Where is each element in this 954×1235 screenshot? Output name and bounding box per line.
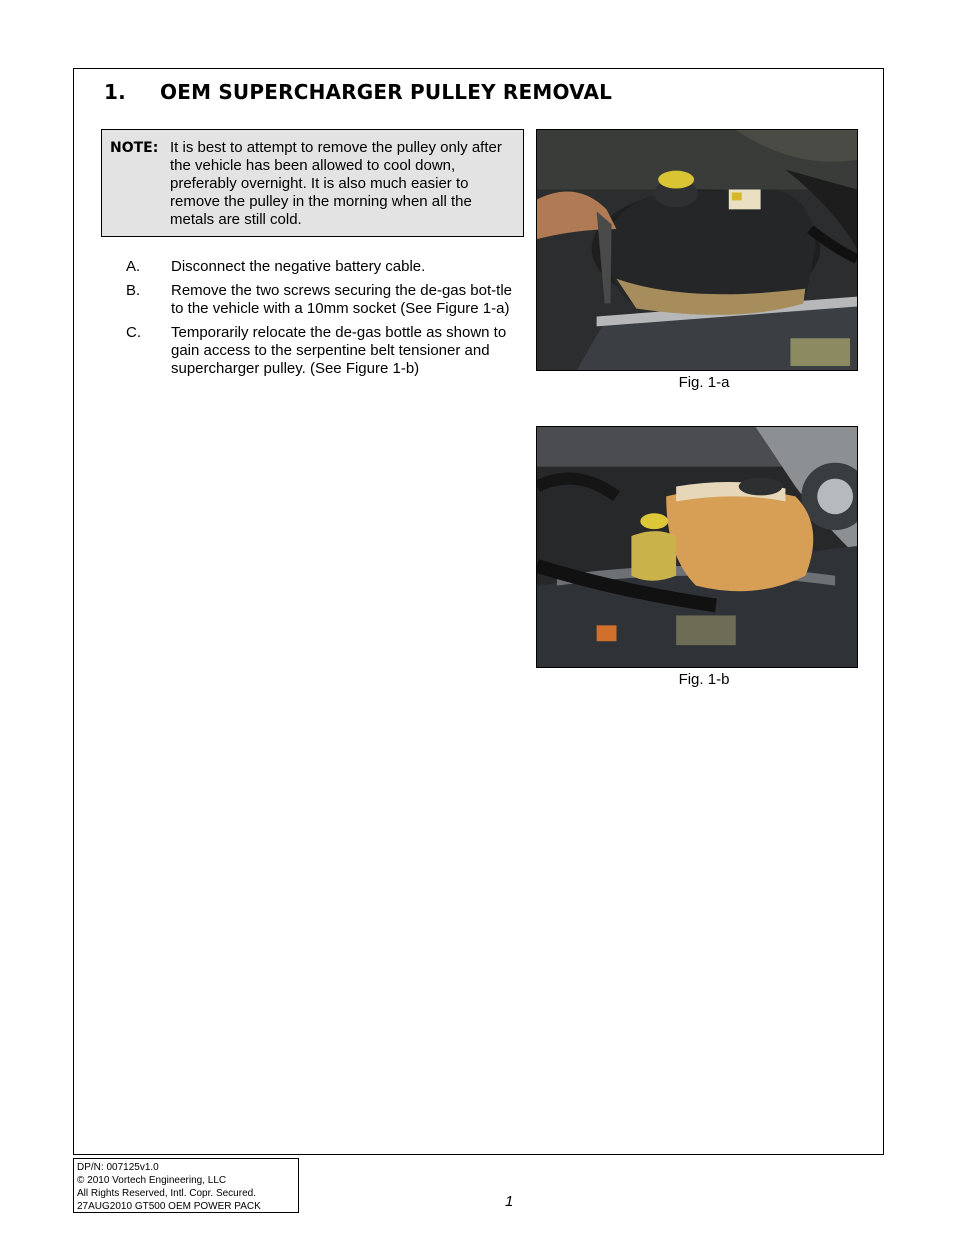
step-letter: C. [126,324,141,341]
section-number: 1. [104,80,126,104]
footer-document-id: 27AUG2010 GT500 OEM POWER PACK [77,1201,261,1212]
footer-part-number: DP/N: 007125v1.0 [77,1162,159,1173]
figure-1b-caption: Fig. 1-b [678,671,730,688]
step-text: Remove the two screws securing the de-gas bot-tle to the vehicle with a 10mm socket (See Figure 1-a) [171,282,512,317]
step-item [126,258,526,276]
footer-rights: All Rights Reserved, Intl. Copr. Secured. [77,1188,256,1199]
step-letter: A. [126,258,141,275]
step-item [126,282,526,318]
figure-1b-image [537,427,857,667]
step-letter: B. [126,282,141,299]
note-label: NOTE: [110,140,159,156]
step-item [126,324,526,378]
page-number: 1 [505,1193,514,1210]
figure-1a-caption: Fig. 1-a [678,374,730,391]
figure-1a-photo [536,129,858,371]
steps-list [126,258,526,384]
note-box [101,129,524,237]
figure-1a-image [537,130,857,370]
footer-copyright: © 2010 Vortech Engineering, LLC [77,1175,227,1186]
figure-1b-photo [536,426,858,668]
step-text: Temporarily relocate the de-gas bottle as shown to gain access to the serpentine belt tensioner and supercharger pulley. (See Figure 1-b) [171,324,507,377]
section-heading [104,80,612,104]
step-text: Disconnect the negative battery cable. [171,258,426,275]
footer-info-box [73,1158,299,1213]
note-text: It is best to attempt to remove the pulley only after the vehicle has been allowed to cool down, preferably overnight. It is also much easier to remove the pulley in the morning when all the metals are still cold. [170,139,502,228]
section-title: OEM SUPERCHARGER PULLEY REMOVAL [160,80,613,104]
